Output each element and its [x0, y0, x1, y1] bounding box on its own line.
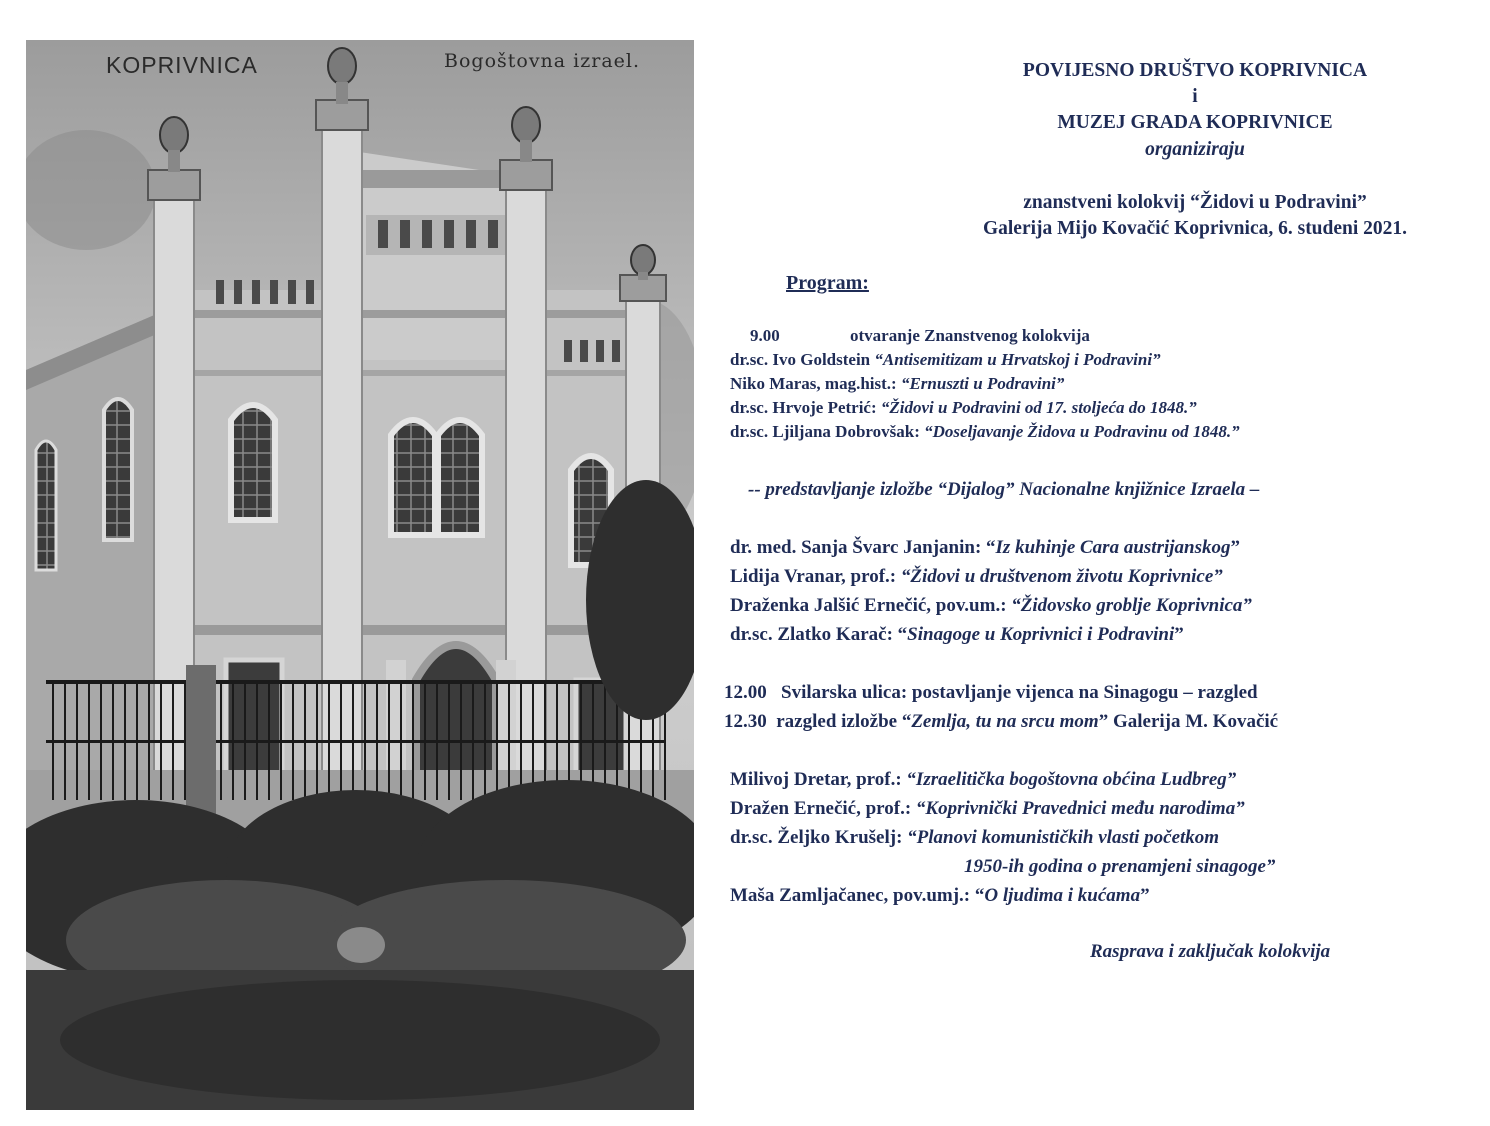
- organizer-1: POVIJESNO DRUŠTVO KOPRIVNICA: [1022, 60, 1368, 81]
- event-exhibit-title: Zemlja, tu na srcu mom: [911, 711, 1099, 732]
- event-time: 12.30: [724, 711, 767, 732]
- talk-title: “Antisemitizam u Hrvatskoj i Podravini”: [874, 350, 1161, 369]
- event-text-tail: ” Galerija M. Kovačić: [1098, 711, 1279, 732]
- synagogue-postcard: [26, 40, 694, 1110]
- event-row: [724, 711, 1278, 733]
- talk-title: “Planovi komunističkih vlasti početkom: [907, 827, 1220, 848]
- event-text: Svilarska ulica: postavljanje vijenca na Sinagogu – razgled: [781, 682, 1258, 703]
- talk-title: “Ernuszti u Podravini”: [900, 374, 1065, 393]
- talk-speaker: Niko Maras, mag.hist.:: [730, 374, 901, 393]
- talk-row: [730, 595, 1252, 617]
- exhibit-presentation: -- predstavljanje izložbe “Dijalog” Nacionalne knjižnice Izraela –: [748, 479, 1260, 500]
- talk-speaker: dr. med. Sanja Švarc Janjanin: “: [730, 537, 996, 558]
- talk-row: [730, 537, 1240, 559]
- talk-row: [730, 373, 1064, 395]
- talk-quote-end: ”: [1140, 885, 1150, 906]
- talk-row: [730, 624, 1184, 646]
- talk-quote-end: ”: [1230, 537, 1240, 558]
- talk-speaker: Draženka Jalšić Ernečić, pov.um.:: [730, 595, 1012, 616]
- event-venue-date: Galerija Mijo Kovačić Koprivnica, 6. studeni 2021.: [982, 218, 1408, 239]
- talk-title: Iz kuhinje Cara austrijanskog: [995, 537, 1231, 558]
- talk-speaker: Lidija Vranar, prof.:: [730, 566, 901, 587]
- closing-discussion: Rasprava i zaključak kolokvija: [1090, 941, 1331, 962]
- opening-text: otvaranje Znanstvenog kolokvija: [850, 326, 1090, 345]
- talk-title: “Židovsko groblje Koprivnica”: [1011, 595, 1252, 616]
- talk-speaker: dr.sc. Zlatko Karač: “: [730, 624, 908, 645]
- postcard-city-caption: KOPRIVNICA: [106, 52, 258, 78]
- talk-title: O ljudima i kućama: [984, 885, 1141, 906]
- talk-row: [730, 421, 1240, 443]
- event-row: [724, 682, 1258, 704]
- talk-title-continuation: 1950-ih godina o prenamjeni sinagoge”: [964, 856, 1276, 877]
- talk-row: [730, 769, 1236, 791]
- talk-title: “Izraelitička bogoštovna obćina Ludbreg”: [906, 769, 1237, 790]
- organizer-conjunction: i: [1192, 86, 1198, 107]
- postcard-title-caption: Bogoštovna izrael.: [444, 50, 641, 72]
- organizer-verb: organiziraju: [1145, 139, 1245, 160]
- talk-title: Sinagoge u Koprivnici i Podravini: [907, 624, 1175, 645]
- talk-speaker: dr.sc. Ljiljana Dobrovšak:: [730, 422, 925, 441]
- talk-quote-end: ”: [1174, 624, 1184, 645]
- talk-title: “Židovi u Podravini od 17. stoljeća do 1848.”: [880, 398, 1197, 417]
- program-heading: Program:: [786, 272, 869, 294]
- talk-title: “Doseljavanje Židova u Podravinu od 1848.”: [924, 422, 1240, 441]
- talk-row: [730, 798, 1245, 820]
- talk-title: “Koprivnički Pravednici među narodima”: [915, 798, 1245, 819]
- talk-row: [730, 397, 1197, 419]
- talk-speaker: Milivoj Dretar, prof.:: [730, 769, 907, 790]
- opening-time: 9.00: [750, 326, 780, 345]
- talk-speaker: dr.sc. Ivo Goldstein: [730, 350, 875, 369]
- talk-title: “Židovi u društvenom životu Koprivnice”: [900, 566, 1223, 587]
- talk-row: [730, 349, 1161, 371]
- synagogue-drawing: [26, 40, 694, 1110]
- talk-speaker: Dražen Ernečić, prof.:: [730, 798, 916, 819]
- event-time: 12.00: [724, 682, 767, 703]
- event-title: znanstveni kolokvij “Židovi u Podravini”: [1023, 192, 1367, 213]
- talk-row: [730, 566, 1223, 588]
- event-text: razgled izložbe “: [776, 711, 912, 732]
- talk-speaker: Maša Zamljačanec, pov.umj.: “: [730, 885, 985, 906]
- talk-speaker: dr.sc. Hrvoje Petrić:: [730, 398, 881, 417]
- talk-row: [730, 827, 1219, 849]
- organizer-2: MUZEJ GRADA KOPRIVNICE: [1057, 112, 1333, 133]
- talk-row: [730, 885, 1150, 907]
- talk-speaker: dr.sc. Željko Krušelj:: [730, 827, 908, 848]
